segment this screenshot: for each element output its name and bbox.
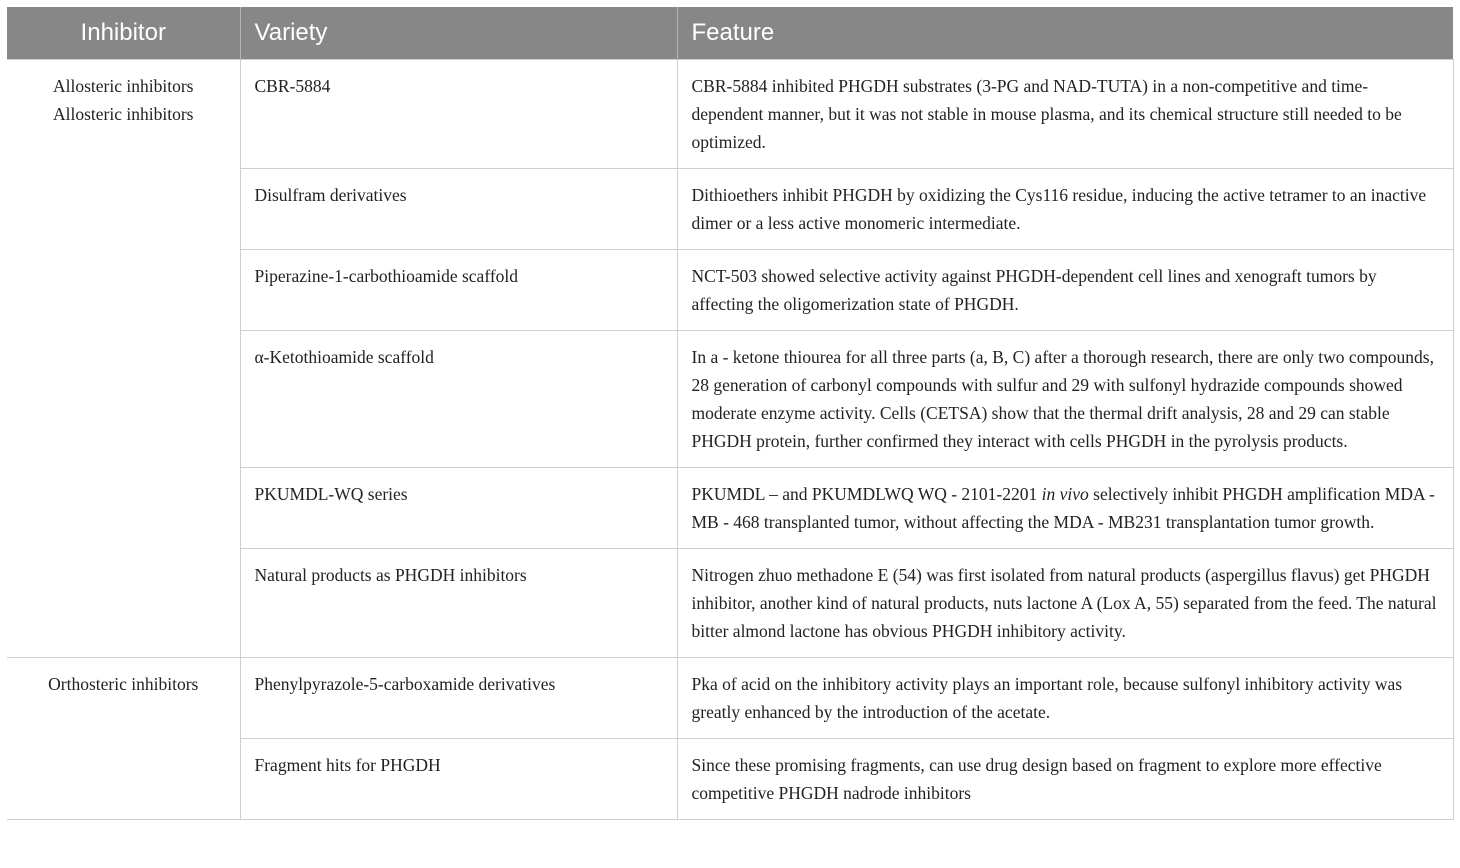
feature-cell: CBR-5884 inhibited PHGDH substrates (3-PG and NAD-TUTA) in a non-competitive and time-dependent manner, but it was not stable in mouse plasma, and its chemical structure still needed to be optimized. — [677, 60, 1453, 169]
feature-text: selectively inhibit PHGDH amplification MDA - MB - 468 transplanted tumor, without affecting the MDA - MB231 transplantation tumor growth. — [691, 484, 1435, 532]
inhibitor-cell-orthosteric — [7, 658, 240, 820]
header-feature: Feature — [677, 7, 1453, 60]
feature-cell: In a - ketone thiourea for all three parts (a, B, C) after a thorough research, there are only two compounds, 28 generation of carbonyl compounds with sulfur and 29 with sulfonyl hydrazide compounds showed moderate enzyme activity. Cells (CETSA) show that the thermal drift analysis, 28 and 29 can stable PHGDH protein, further confirmed they interact with cells PHGDH in the pyrolysis products. — [677, 331, 1453, 468]
feature-cell: Since these promising fragments, can use drug design based on fragment to explore more effective competitive PHGDH nadrode inhibitors — [677, 739, 1453, 820]
feature-cell: NCT-503 showed selective activity against PHGDH-dependent cell lines and xenograft tumors by affecting the oligomerization state of PHGDH. — [677, 250, 1453, 331]
variety-cell: PKUMDL-WQ series — [240, 468, 677, 549]
feature-cell — [677, 468, 1453, 549]
feature-cell: Dithioethers inhibit PHGDH by oxidizing the Cys116 residue, inducing the active tetramer to an inactive dimer or a less active monomeric intermediate. — [677, 169, 1453, 250]
variety-cell: Disulfram derivatives — [240, 169, 677, 250]
table-row — [7, 658, 1453, 739]
feature-cell: Nitrogen zhuo methadone E (54) was first isolated from natural products (aspergillus flavus) get PHGDH inhibitor, another kind of natural products, nuts lactone A (Lox A, 55) separated from the feed. The natural bitter almond lactone has obvious PHGDH inhibitory activity. — [677, 549, 1453, 658]
header-variety: Variety — [240, 7, 677, 60]
variety-cell: Natural products as PHGDH inhibitors — [240, 549, 677, 658]
inhibitor-table — [7, 7, 1454, 820]
inhibitor-cell-allosteric — [7, 60, 240, 658]
variety-cell: α-Ketothioamide scaffold — [240, 331, 677, 468]
header-row — [7, 7, 1453, 60]
feature-italic-text: in vivo — [1041, 484, 1089, 504]
header-inhibitor: Inhibitor — [7, 7, 240, 60]
inhibitor-label: Orthosteric inhibitors — [48, 674, 199, 694]
table-row — [7, 60, 1453, 169]
variety-cell: Piperazine-1-carbothioamide scaffold — [240, 250, 677, 331]
feature-text: PKUMDL – and PKUMDLWQ WQ - 2101-2201 — [691, 484, 1042, 504]
variety-cell: CBR-5884 — [240, 60, 677, 169]
feature-cell: Pka of acid on the inhibitory activity plays an important role, because sulfonyl inhibitory activity was greatly enhanced by the introduction of the acetate. — [677, 658, 1453, 739]
variety-cell: Fragment hits for PHGDH — [240, 739, 677, 820]
variety-cell: Phenylpyrazole-5-carboxamide derivatives — [240, 658, 677, 739]
inhibitor-label: Allosteric inhibitors — [53, 76, 194, 96]
inhibitor-label: Allosteric inhibitors — [53, 104, 194, 124]
